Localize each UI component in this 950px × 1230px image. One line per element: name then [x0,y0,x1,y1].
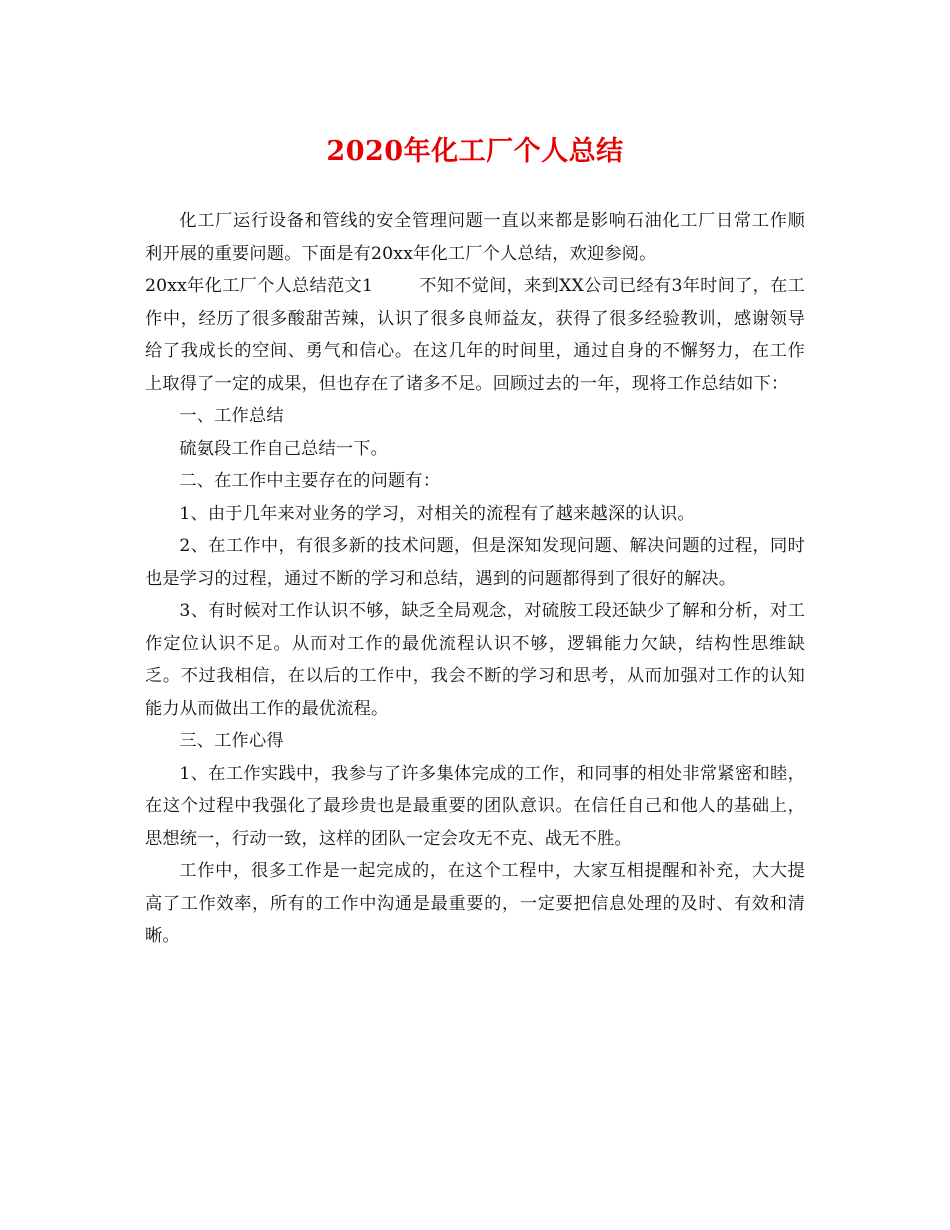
sample-label: 20xx年化工厂个人总结范文1 [145,276,374,296]
intro-paragraph: 化工厂运行设备和管线的安全管理问题一直以来都是影响石油化工厂日常工作顺利开展的重要问题。下面是有20xx年化工厂个人总结，欢迎参阅。 [145,211,805,264]
section2-item-3: 3、有时候对工作认识不够，缺乏全局观念，对硫胺工段还缺少了解和分析，对工作定位认识不足。从而对工作的最优流程认识不够，逻辑能力欠缺，结构性思维缺乏。不过我相信，在以后的工作中，我会不断的学习和思考，从而加强对工作的认知能力从而做出工作的最优流程。 [145,601,805,719]
document-title: 2020年化工厂个人总结 [326,136,624,167]
section2-item-1: 1、由于几年来对业务的学习，对相关的流程有了越来越深的认识。 [179,503,695,524]
section1-heading: 一、工作总结 [179,406,284,426]
sample-text: 不知不觉间，来到XX公司已经有3年时间了，在工作中，经历了很多酸甜苦辣，认识了很多良师益友，获得了很多经验教训，感谢领导给了我成长的空间、勇气和信心。在这几年的时间里，通过自身的不懈努力，在工作上取得了一定的成果，但也存在了诸多不足。回顾过去的一年，现将工作总结如下： [145,276,805,394]
section3-item-1: 1、在工作实践中，我参与了许多集体完成的工作，和同事的相处非常紧密和睦，在这个过程中我强化了最珍贵也是最重要的团队意识。在信任自己和他人的基础上，思想统一，行动一致，这样的团队一定会攻无不克、战无不胜。 [145,763,805,849]
section3-paragraph-2: 工作中，很多工作是一起完成的，在这个工程中，大家互相提醒和补充，大大提高了工作效率，所有的工作中沟通是最重要的，一定要把信息处理的及时、有效和清晰。 [145,861,805,946]
document-body [145,205,805,953]
section3-heading: 三、工作心得 [179,731,284,751]
section2-heading: 二、在工作中主要存在的问题有： [179,471,441,491]
section2-item-2: 2、在工作中，有很多新的技术问题，但是深知发现问题、解决问题的过程，同时也是学习的过程，通过不断的学习和总结，遇到的问题都得到了很好的解决。 [145,536,805,589]
sample-paragraph [145,270,805,400]
section1-text: 硫氨段工作自己总结一下。 [179,438,389,459]
